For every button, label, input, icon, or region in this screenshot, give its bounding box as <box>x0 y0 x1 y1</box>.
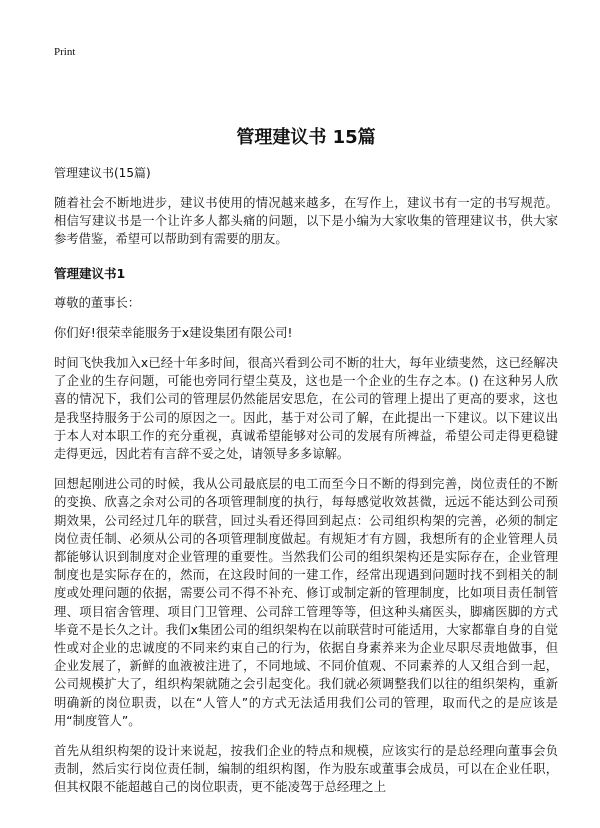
body-paragraph-1: 时间飞快我加入x已经十年多时间，很高兴看到公司不断的壮大，每年业绩斐然，这已经解决了企业的生存问题，可能也旁同行望尘莫及，这也是一个企业的生存之本。() 在这种另人欣喜的情况下，我们公司的管理层仍然能居安思危，在公司的管理上提出了更高的要求，这也是我坚持服务于公司的原因之一。因此，基于对公司了解，在此提出一下建议。以下建议出于本人对本职工作的充分重视，真诚希望能够对公司的发展有所裨益，希望公司走得更稳键走得更远，因此若有言辞不妥之处，请领导多多谅解。 <box>54 356 558 462</box>
salutation: 尊敬的董事长： <box>54 295 141 310</box>
intro-paragraph: 随着社会不断地进步，建议书使用的情况越来越多，在写作上，建议书有一定的书写规范。相信写建议书是一个让许多人都头痛的问题，以下是小编为大家收集的管理建议书，供大家参考借鉴，希望可以帮助到有需要的朋友。 <box>54 196 558 247</box>
document-title: 管理建议书 15篇 <box>236 127 376 148</box>
greeting-line: 你们好!很荣幸能服务于x建设集团有限公司! <box>54 325 293 340</box>
body-paragraph-3: 首先从组织构架的设计来说起，按我们企业的特点和规模，应该实行的是总经理向董事会负责制，然后实行岗位责任制，编制的组织构图，作为股东或董事会成员，可以在企业任职，但其权限不能超越自己的岗位职责，更不能凌驾于总经理之上 <box>54 744 558 795</box>
document-subtitle: 管理建议书(15篇) <box>54 166 151 180</box>
print-label: Print <box>54 46 76 58</box>
body-paragraph-2: 回想起刚进公司的时候，我从公司最底层的电工而至今日不断的得到完善，岗位责任的不断的变换、欣喜之余对公司的各项管理制度的执行，每每感觉收效甚微，远远不能达到公司预期效果，公司经过几年的联营，回过头看还得回到起点：公司组织构架的完善，必须的制定岗位责任制、必须从公司的各项管理制度做起。有规矩才有方圆，我想所有的企业管理人员都能够认识到制度对企业管理的重要性。当然我们公司的组织架构还是实际存在，企业管理制度也是实际存在的，然而，在这段时间的一建工作，经常出现遇到问题时找不到相关的制度或处理问题的依据，需要公司不得不补充、修订或制定新的管理制度，比如项目责任制管理、项目宿舍管理、项目门卫管理、公司辞工管理等等，但这种头痛医头，脚痛医脚的方式毕竟不是长久之计。我们x集团公司的组织架构在以前联营时可能适用，大家都靠自身的自觉性或对企业的忠诚度的不同来约束自己的行为，依据自身素养来为企业尽职尽责地做事，但企业发展了，新鲜的血液被注进了，不同地域、不同价值观、不同素养的人又组合到一起，公司规模扩大了，组织构架就随之会引起变化。我们就必须调整我们以往的组织架构，重新明确新的岗位职责，以在“人管人”的方式无法适用我们公司的管理，取而代之的是应该是用“制度管人”。 <box>54 477 558 728</box>
section-heading: 管理建议书1 <box>54 265 126 281</box>
